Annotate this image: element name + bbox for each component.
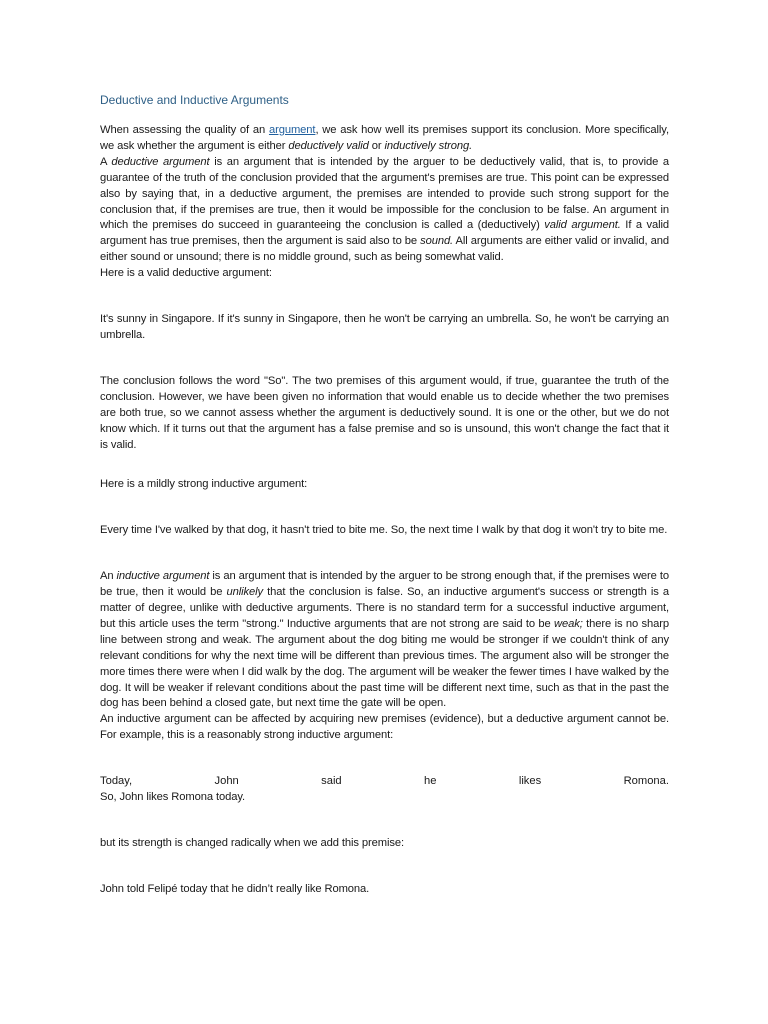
inductive-definition-paragraph [100, 569, 669, 712]
text-run: or [368, 139, 385, 152]
text-run: is an argument that is intended by the arguer to be deductively valid, that is, to provide a guarantee of the truth of the conclusion provided that the argument's premises are true. This point can be expressed also by saying that, in a deductive argument, the premises are intended to provide such strong support for the conclusion that, if the premises are true, then it would be impossible for the conclusion to be false. An argument in which the premises do succeed in guaranteeing the conclusion is called a (deductively) [100, 155, 669, 232]
intro-paragraph [100, 123, 669, 155]
example-conclusion-line: So, John likes Romona today. [100, 791, 245, 804]
new-premise-example: John told Felipé today that he didn’t really like Romona. [100, 882, 370, 895]
emphasis-text: valid argument. [544, 219, 621, 232]
new-premises-paragraph: An inductive argument can be affected by acquiring new premises (evidence), but a deductive argument cannot be. For example, this is a reasonably strong inductive argument: [100, 713, 669, 742]
conclusion-explanation-paragraph: The conclusion follows the word "So". The two premises of this argument would, if true, guarantee the truth of the conclusion. However, we have been given no information that would enable us to decide whether the two premises are both true, so we cannot assess whether the argument is deductively sound. It is one or the other, but we do not know which. If it turns out that the argument has a false premise and so is unsound, this won't change the fact that it is valid. [100, 374, 669, 451]
document-title: Deductive and Inductive Arguments [100, 93, 289, 107]
text-run: , we ask how well its premises support its conclusion. More specifically, we ask whether the argument is either [100, 124, 669, 152]
text-run: there is no sharp line between strong and weak. The argument about the dog biting me would be stronger if we couldn't think of any relevant conditions for why the next time will be different than previous times. The argument also will be stronger the more times there were when I did walk by the dog. The argument will be weaker the fewer times I have walked by the dog. It will be weaker if relevant conditions about the past time will be different next time, such as that in the past the dog has been behind a closed gate, but next time the gate will be open. [100, 617, 669, 710]
text-run: All arguments are either valid or invalid, and either sound or unsound; there is no middle ground, such as being somewhat valid. [100, 235, 669, 264]
text-run: is an argument that is intended by the arguer to be strong enough that, if the premises were to be true, then it would be [100, 570, 669, 599]
text-run: A [100, 155, 112, 168]
argument-link[interactable]: argument [268, 124, 316, 136]
emphasis-text: sound. [420, 235, 454, 248]
emphasis-text: inductively strong. [384, 139, 473, 152]
inductive-example: Every time I've walked by that dog, it hasn't tried to bite me. So, the next time I walk by that dog it won't try to bite me. [100, 524, 668, 537]
deductive-definition-paragraph [100, 155, 669, 266]
deductive-example: It's sunny in Singapore. If it's sunny in Singapore, then he won't be carrying an umbrella. So, he won't be carrying an umbrella. [100, 313, 669, 341]
word: he [424, 775, 437, 788]
emphasis-text: deductive argument [111, 155, 210, 168]
word: Today, [100, 775, 133, 788]
emphasis-text: unlikely [226, 586, 264, 599]
word: Romona. [623, 775, 669, 788]
text-run: If a valid argument has true premises, then the argument is said also to be [100, 219, 669, 248]
emphasis-text: deductively valid [288, 139, 369, 152]
emphasis-text: weak; [554, 617, 583, 630]
valid-example-intro: Here is a valid deductive argument: [100, 267, 272, 280]
strength-change-paragraph: but its strength is changed radically when we add this premise: [100, 837, 405, 849]
word: John [214, 775, 239, 788]
text-run: When assessing the quality of an [100, 124, 269, 136]
emphasis-text: inductive argument [116, 570, 210, 583]
word: said [321, 775, 342, 788]
text-run: An [100, 570, 117, 583]
text-run: that the conclusion is false. So, an inductive argument's success or strength is a matter of degree, unlike with deductive arguments. There is no standard term for a successful inductive argument, but this article uses the term "strong." Inductive arguments that are not strong are said to be [100, 586, 669, 630]
word: likes [518, 775, 542, 788]
justified-example-line [100, 774, 669, 790]
inductive-example-intro: Here is a mildly strong inductive argument: [100, 478, 308, 491]
